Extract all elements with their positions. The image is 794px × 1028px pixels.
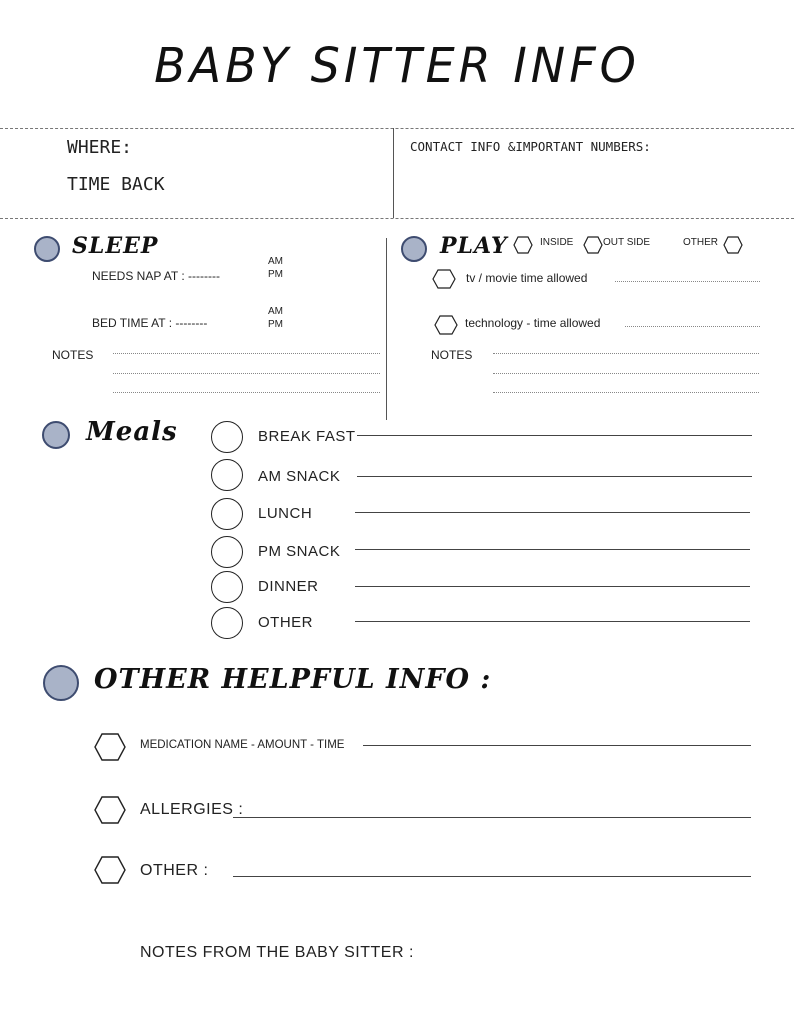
medication-label: MEDICATION NAME - AMOUNT - TIME <box>140 739 345 751</box>
meals-heading: Meals <box>86 417 178 447</box>
tv-time-checkbox[interactable] <box>432 269 456 289</box>
tv-time-line[interactable] <box>615 281 760 282</box>
technology-time-checkbox[interactable] <box>434 315 458 335</box>
dinner-line[interactable] <box>355 586 750 587</box>
am-snack-line[interactable] <box>357 476 752 477</box>
lunch-line[interactable] <box>355 512 750 513</box>
dinner-label: DINNER <box>258 578 319 595</box>
other-line[interactable] <box>233 876 751 877</box>
meal-other-label: OTHER <box>258 614 313 631</box>
bed-time-label: BED TIME AT : -------- <box>92 316 208 330</box>
allergies-label: ALLERGIES : <box>140 801 244 818</box>
medication-line[interactable] <box>363 745 751 746</box>
other-info-bullet <box>43 665 79 701</box>
tv-time-label: tv / movie time allowed <box>466 271 588 285</box>
meals-bullet <box>42 421 70 449</box>
other-info-heading: OTHER HELPFUL INFO : <box>94 664 492 695</box>
allergies-line[interactable] <box>233 817 751 818</box>
other-checkbox[interactable] <box>94 856 126 884</box>
dinner-checkbox[interactable] <box>211 571 243 603</box>
notes-from-sitter-label: NOTES FROM THE BABY SITTER : <box>140 944 414 961</box>
top-dashed-divider <box>0 128 794 129</box>
play-notes-line[interactable] <box>493 353 759 354</box>
needs-nap-label: NEEDS NAP AT : -------- <box>92 269 221 283</box>
sleep-notes-line[interactable] <box>113 353 380 354</box>
play-bullet <box>401 236 427 262</box>
play-outside-label: OUT SIDE <box>603 237 651 248</box>
pm-snack-line[interactable] <box>355 549 750 550</box>
bed-pm: PM <box>268 319 283 330</box>
pm-snack-label: PM SNACK <box>258 543 341 560</box>
time-back-label: TIME BACK <box>67 174 165 195</box>
breakfast-label: BREAK FAST <box>258 428 356 445</box>
lunch-label: LUNCH <box>258 505 313 522</box>
sleep-notes-line[interactable] <box>113 373 380 374</box>
allergies-checkbox[interactable] <box>94 796 126 824</box>
meal-other-checkbox[interactable] <box>211 607 243 639</box>
technology-time-line[interactable] <box>625 326 760 327</box>
play-other-label: OTHER <box>683 237 718 248</box>
where-label: WHERE: <box>67 137 133 158</box>
bed-am: AM <box>268 306 283 317</box>
am-snack-checkbox[interactable] <box>211 459 243 491</box>
sleep-play-divider <box>386 238 387 420</box>
nap-am: AM <box>268 256 283 267</box>
play-notes-label: NOTES <box>431 348 473 362</box>
sleep-notes-label: NOTES <box>52 348 94 362</box>
am-snack-label: AM SNACK <box>258 468 341 485</box>
breakfast-checkbox[interactable] <box>211 421 243 453</box>
sleep-notes-line[interactable] <box>113 392 380 393</box>
play-notes-line[interactable] <box>493 392 759 393</box>
sleep-heading: SLEEP <box>72 233 159 259</box>
play-heading: PLAY <box>440 233 508 259</box>
contact-info-label: CONTACT INFO &IMPORTANT NUMBERS: <box>410 139 651 154</box>
meal-other-line[interactable] <box>355 621 750 622</box>
pm-snack-checkbox[interactable] <box>211 536 243 568</box>
medication-checkbox[interactable] <box>94 733 126 761</box>
play-outside-checkbox[interactable] <box>583 236 603 254</box>
technology-time-label: technology - time allowed <box>465 316 601 330</box>
page-title: BABY SITTER INFO <box>154 36 640 94</box>
play-inside-label: INSIDE <box>540 237 574 248</box>
breakfast-line[interactable] <box>357 435 752 436</box>
header-vertical-divider <box>393 128 394 218</box>
play-notes-line[interactable] <box>493 373 759 374</box>
play-inside-checkbox[interactable] <box>513 236 533 254</box>
nap-pm: PM <box>268 269 283 280</box>
other-label: OTHER : <box>140 862 209 879</box>
sleep-bullet <box>34 236 60 262</box>
lunch-checkbox[interactable] <box>211 498 243 530</box>
play-other-checkbox[interactable] <box>723 236 743 254</box>
header-dashed-divider <box>0 218 794 219</box>
